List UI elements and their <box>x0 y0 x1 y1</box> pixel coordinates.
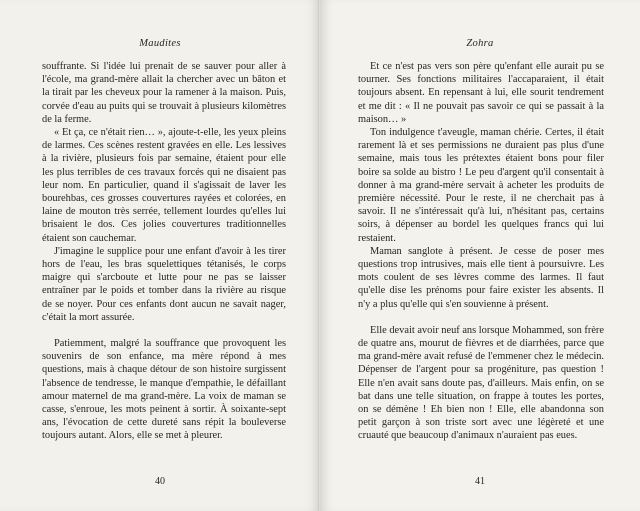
paragraph: Ton indulgence t'aveugle, maman chérie. Certes, il était rarement là et ses permissions ne duraient pas plus d'une semaine, mais tous les prétextes étaient bons pour filer boire sa solde au bistro ! Le peu d'argent qu'il consentait à donner à ma grand-mère servait à acheter les produits de première nécessité. Pour le reste, il ne cherchait pas à savoir. Il ne s'intéressait qu'à lui, n'hésitant pas, certains soirs, à dépenser au bordel les quelques francs qui lui restaient. <box>358 127 604 244</box>
running-head-right: Zohra <box>466 38 494 49</box>
paragraph: souffrante. Si l'idée lui prenait de se sauver pour aller à l'école, ma grand-mère allait la chercher avec un bâton et la tirait par les cheveux pour la ramener à la maison. Puis, corvée d'eau au puits qui se trouvait à plusieurs kilomètres de la ferme. <box>42 61 286 125</box>
page-number-left: 40 <box>155 476 165 487</box>
page-number-right: 41 <box>475 476 485 487</box>
right-page <box>320 0 640 511</box>
paragraph: J'imagine le supplice pour une enfant d'avoir à les tirer hors de l'eau, les bras squelettiques tétanisés, le corps maigre qui s'arcboute et lutte pour ne pas se laisser entraîner par le poids et tomber dans la rivière au risque de se noyer. Pour ces enfants dont aucun ne savait nager, c'était la mort assurée. <box>42 245 286 323</box>
running-head-left: Maudites <box>139 38 181 49</box>
right-page-text <box>358 60 604 443</box>
paragraph: Maman sanglote à présent. Je cesse de poser mes questions trop intrusives, mais elle tient à poursuivre. Les mots coulent de ses lèvres comme des larmes. Il faut qu'elle dise les prénoms pour faire exister les absents. Il n'y a plus qu'elle qui s'en souvienne à présent. <box>358 245 604 310</box>
left-page-text <box>42 60 286 443</box>
paragraph: Elle devait avoir neuf ans lorsque Mohammed, son frère de quatre ans, mourut de fièvres et de diarrhées, parce que ma grand-mère avait refusé de l'emmener chez le médecin. Dépenser de l'argent pour sa progéniture, pas question ! Elle n'en avait sans doute pas, d'ailleurs. Mais enfin, on se bat dans une telle situation, on frappe à toutes les portes, on se démène ! Eh bien non ! Elle, elle abandonna son petit garçon à son triste sort avec une légèreté et une cruauté que beaucoup d'animaux n'auraient pas eues. <box>358 324 605 442</box>
paragraph: Et ce n'est pas vers son père qu'enfant elle aurait pu se tourner. Ses fonctions militaires l'accaparaient, il était toujours absent. En repensant à lui, elle sourit tendrement et me dit : « Il ne pouvait pas savoir ce qui se passait à la maison… » <box>358 61 604 125</box>
paragraph: « Et ça, ce n'était rien… », ajoute-t-elle, les yeux pleins de larmes. Ces scènes restent gravées en elle. Les lessives à la rivière, plusieurs fois par semaine, étaient pour elle les plus terribles de ces travaux forcés qui ne disaient pas leur nom. En particulier, quand il s'agissait de laver les bourehbas, ces grosses couvertures rayées et colorées, en laine de mouton très serrée, tellement lourdes qu'elles lui brisaient le dos. Ces jolies couvertures traditionnelles étaient son cauchemar. <box>42 127 286 244</box>
paragraph: Patiemment, malgré la souffrance que provoquent les souvenirs de son enfance, ma mère répond à mes questions, mais à chaque détour de son histoire surgissent l'absence de tendresse, le manque d'empathie, le défaillant amour maternel de ma grand-mère. La voix de maman se casse, s'enroue, les mots peinent à sortir. À soixante-sept ans, l'évocation de cette dureté sans répit la bouleverse toujours autant. Alors, elle se met à pleurer. <box>42 338 286 442</box>
